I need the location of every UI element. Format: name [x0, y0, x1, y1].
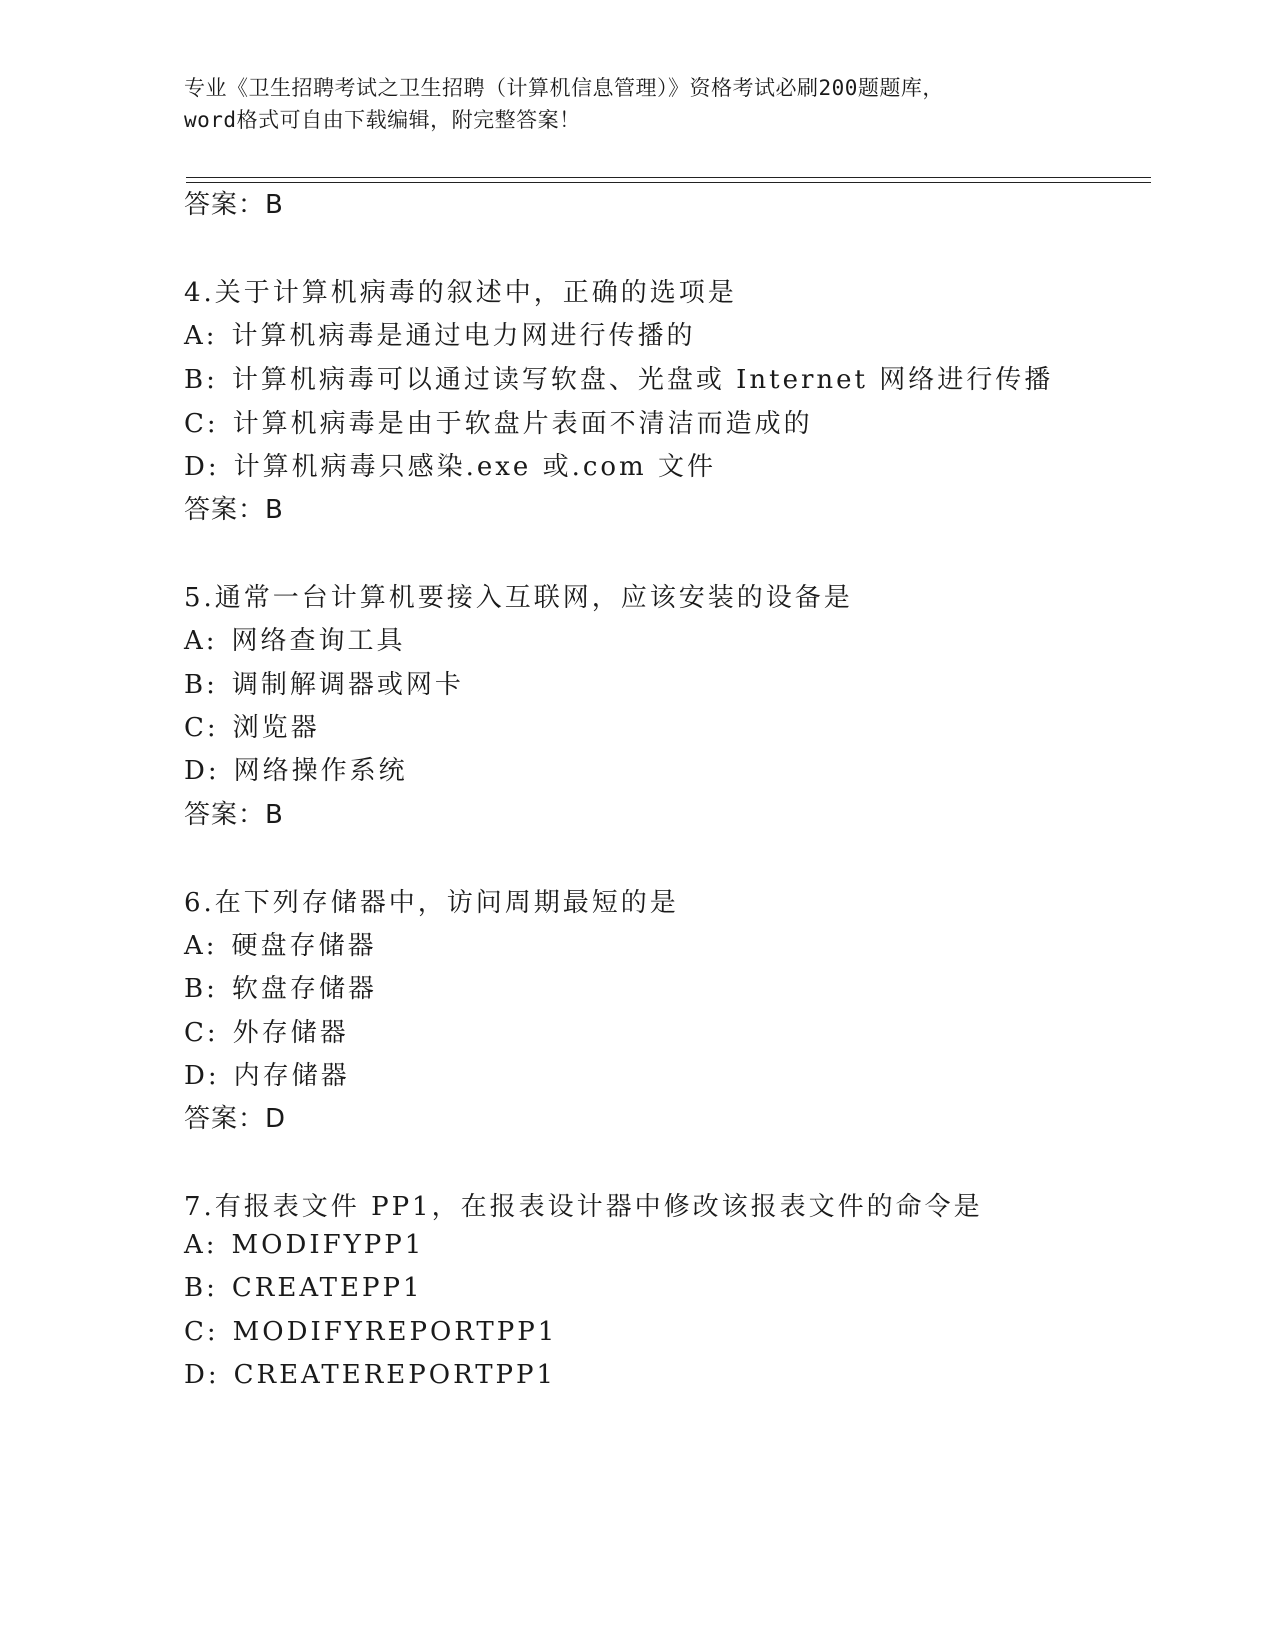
answer-q4: 答案：B — [184, 495, 284, 525]
question-4-option-b — [184, 359, 1053, 396]
option-label: C: — [184, 713, 219, 743]
question-5-option-c — [184, 707, 320, 744]
header-title-line-1: 专业《卫生招聘考试之卫生招聘（计算机信息管理）》资格考试必刷200题题库， — [184, 76, 944, 100]
option-text: 网络查询工具 — [231, 626, 406, 656]
question-5-option-b — [184, 664, 464, 701]
option-label: C: — [184, 409, 219, 439]
option-label: C: — [184, 1018, 219, 1048]
option-text: CREATEPP1 — [231, 1273, 423, 1303]
option-text: 内存储器 — [233, 1061, 350, 1091]
option-label: D: — [184, 1360, 220, 1390]
option-text: 计算机病毒可以通过读写软盘、光盘或 Internet 网络进行传播 — [231, 365, 1054, 395]
option-label: B: — [184, 974, 218, 1004]
option-label: B: — [184, 670, 218, 700]
option-label: D: — [184, 1061, 220, 1091]
question-7-stem: 7.有报表文件 PP1，在报表设计器中修改该报表文件的命令是 — [184, 1192, 983, 1222]
question-6-option-b — [184, 968, 377, 1005]
option-text: 计算机病毒是由于软盘片表面不清洁而造成的 — [232, 409, 813, 439]
question-6-option-a — [184, 925, 377, 962]
option-label: B: — [184, 365, 218, 395]
option-label: A: — [184, 626, 218, 656]
option-label: A: — [184, 1230, 218, 1260]
option-text: 计算机病毒是通过电力网进行传播的 — [231, 321, 696, 351]
header-divider-bottom — [186, 182, 1151, 183]
question-4-option-d — [184, 446, 716, 483]
option-text: 调制解调器或网卡 — [231, 670, 464, 700]
option-label: B: — [184, 1273, 218, 1303]
option-label: D: — [184, 756, 220, 786]
question-6-option-d — [184, 1055, 350, 1092]
option-text: 浏览器 — [232, 713, 320, 743]
option-text: 网络操作系统 — [233, 756, 408, 786]
question-6-option-c — [184, 1012, 349, 1049]
option-label: A: — [184, 931, 218, 961]
question-7-option-c — [184, 1317, 557, 1347]
question-4-option-a — [184, 315, 696, 352]
question-4-stem: 4.关于计算机病毒的叙述中，正确的选项是 — [184, 278, 737, 308]
answer-q5: 答案：B — [184, 800, 284, 830]
option-text: MODIFYREPORTPP1 — [232, 1317, 558, 1347]
document-header — [184, 72, 1084, 136]
question-7-option-d — [184, 1360, 556, 1390]
question-7-option-a — [184, 1230, 424, 1260]
option-text: MODIFYPP1 — [231, 1230, 425, 1260]
question-6-stem: 6.在下列存储器中，访问周期最短的是 — [184, 888, 679, 918]
question-4-option-c — [184, 403, 813, 440]
option-text: 计算机病毒只感染.exe 或.com 文件 — [233, 452, 716, 482]
option-text: 外存储器 — [232, 1018, 349, 1048]
question-7-option-b — [184, 1273, 423, 1303]
option-text: CREATEREPORTPP1 — [233, 1360, 557, 1390]
option-label: A: — [184, 321, 218, 351]
header-title-line-2: word格式可自由下载编辑，附完整答案！ — [184, 108, 581, 132]
answer-q6: 答案：D — [184, 1104, 287, 1134]
question-5-option-d — [184, 750, 408, 787]
option-text: 软盘存储器 — [231, 974, 377, 1004]
question-5-stem: 5.通常一台计算机要接入互联网，应该安装的设备是 — [184, 583, 853, 613]
option-text: 硬盘存储器 — [231, 931, 377, 961]
answer-q3: 答案：B — [184, 190, 284, 220]
question-5-option-a — [184, 620, 406, 657]
option-label: D: — [184, 452, 220, 482]
header-divider-top — [186, 177, 1151, 178]
option-label: C: — [184, 1317, 219, 1347]
